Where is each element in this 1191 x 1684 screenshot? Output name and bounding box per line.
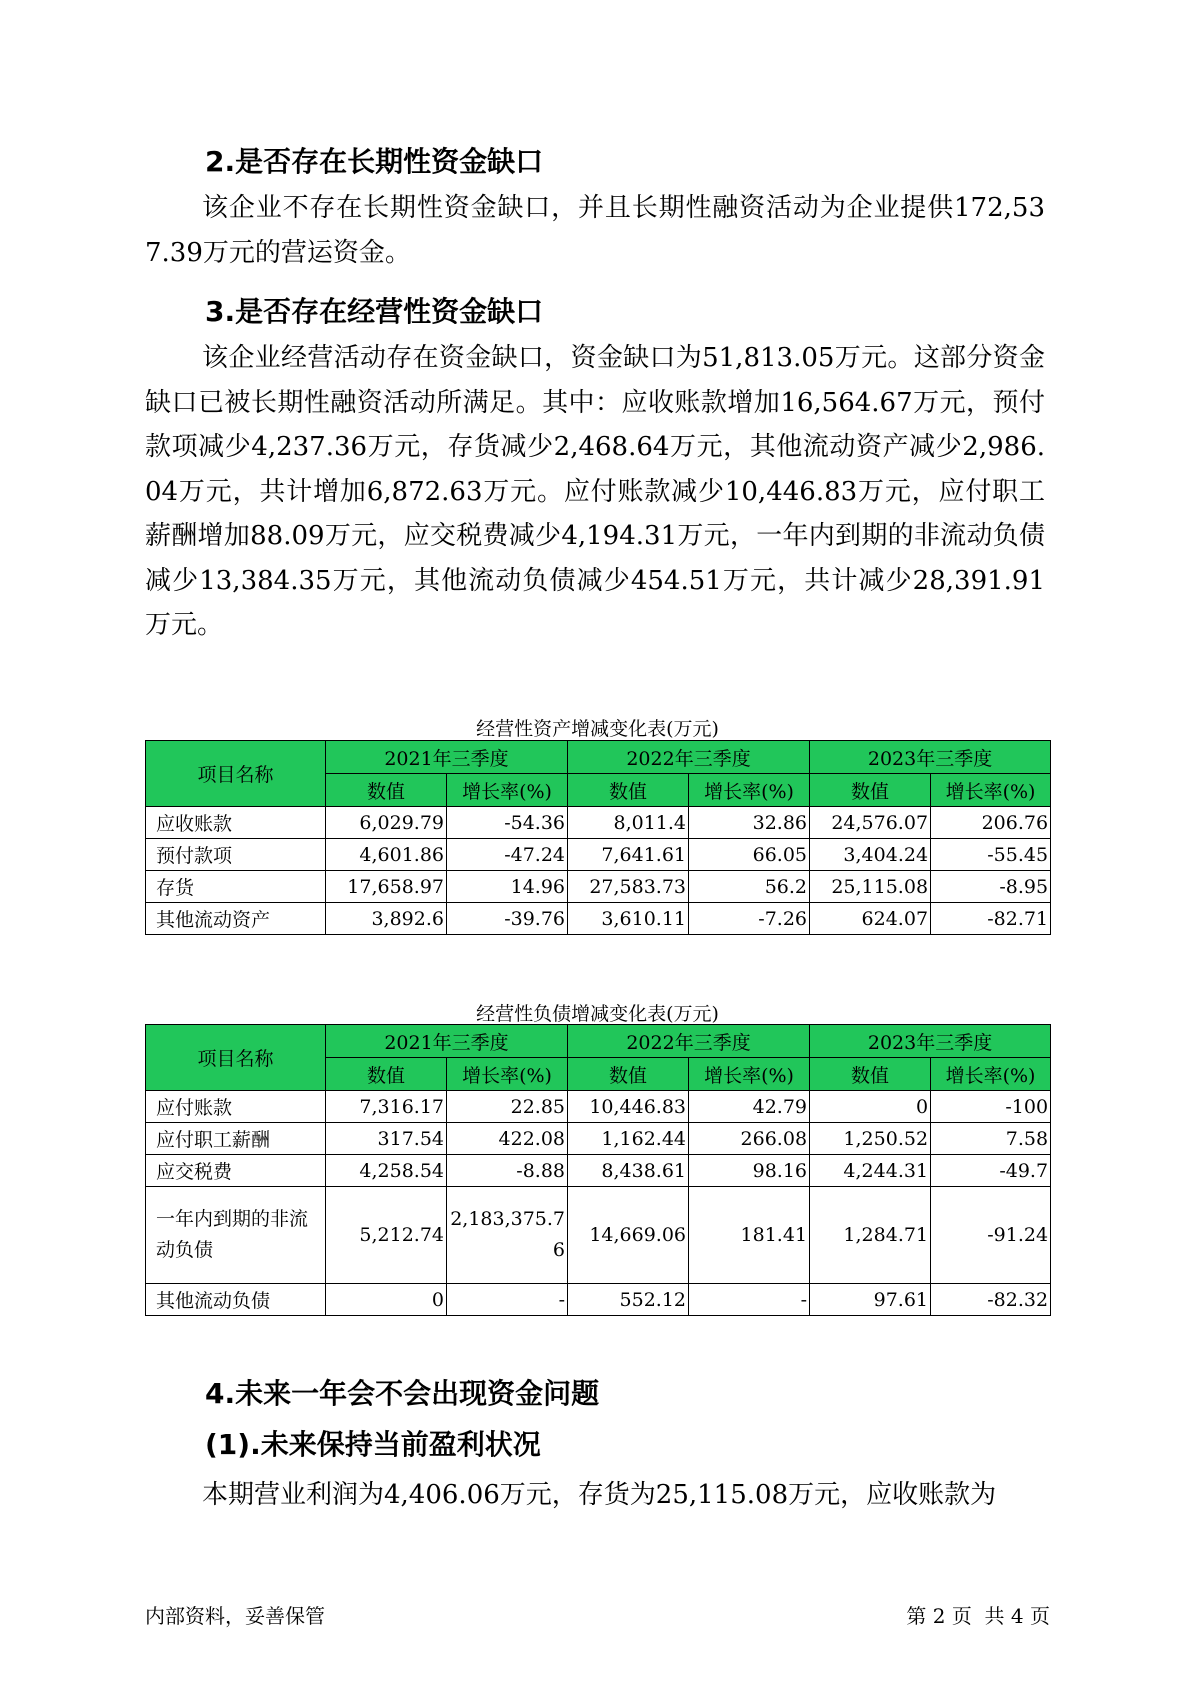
cell: 10,446.83: [568, 1091, 689, 1123]
header-value: 数值: [810, 1058, 931, 1091]
cell: 317.54: [326, 1123, 447, 1155]
cell: 27,583.73: [568, 871, 689, 903]
header-period-2022: 2022年三季度: [568, 741, 810, 774]
cell: 17,658.97: [326, 871, 447, 903]
cell: -55.45: [931, 839, 1051, 871]
section-4-paragraph: 本期营业利润为4,406.06万元，存货为25,115.08万元，应收账款为: [202, 1480, 997, 1510]
row-name: 其他流动资产: [146, 903, 326, 935]
cell: 3,610.11: [568, 903, 689, 935]
cell: 5,212.74: [326, 1187, 447, 1284]
cell: -47.24: [447, 839, 568, 871]
row-name: 应付账款: [146, 1091, 326, 1123]
cell: -: [447, 1284, 568, 1316]
header-period-2022: 2022年三季度: [568, 1025, 810, 1058]
cell: 0: [326, 1284, 447, 1316]
assets-table-caption: 经营性资产增减变化表(万元): [476, 718, 719, 740]
row-name: 应收账款: [146, 807, 326, 839]
section-3-paragraph: 该企业经营活动存在资金缺口，资金缺口为51,813.05万元。这部分资金缺口已被长期性融资活动所满足。其中：应收账款增加16,564.67万元，预付款项减少4,237.36万元，存货减少2,468.64万元，其他流动资产减少2,986.04万元，共计增加6,872.63万元。应付账款减少10,446.83万元，应付职工薪酬增加88.09万元，应交税费减少4,194.31万元，一年内到期的非流动负债减少13,384.35万元，其他流动负债减少454.51万元，共计减少28,391.91万元。: [145, 343, 1045, 640]
table-row: [146, 1155, 1051, 1187]
header-growth: 增长率(%): [689, 1058, 810, 1091]
section-3-title: 3.是否存在经营性资金缺口: [205, 295, 544, 328]
header-period-2023: 2023年三季度: [810, 741, 1051, 774]
cell: 24,576.07: [810, 807, 931, 839]
header-value: 数值: [568, 774, 689, 807]
header-value: 数值: [810, 774, 931, 807]
header-period-2023: 2023年三季度: [810, 1025, 1051, 1058]
header-growth: 增长率(%): [447, 774, 568, 807]
header-period-2021: 2021年三季度: [326, 1025, 568, 1058]
cell: 4,258.54: [326, 1155, 447, 1187]
header-value: 数值: [568, 1058, 689, 1091]
footer-left: 内部资料，妥善保管: [145, 1604, 325, 1628]
table-row: [146, 903, 1051, 935]
cell: 624.07: [810, 903, 931, 935]
cell: 8,011.4: [568, 807, 689, 839]
table-row: [146, 1123, 1051, 1155]
cell: -100: [931, 1091, 1051, 1123]
cell: -54.36: [447, 807, 568, 839]
header-growth: 增长率(%): [689, 774, 810, 807]
table-row: [146, 1091, 1051, 1123]
cell: 56.2: [689, 871, 810, 903]
header-value: 数值: [326, 1058, 447, 1091]
footer-page-number: 第 2 页 共 4 页: [906, 1604, 1050, 1628]
row-name: 应交税费: [146, 1155, 326, 1187]
liabilities-table: [145, 1024, 1051, 1316]
row-name: 预付款项: [146, 839, 326, 871]
table-row: [146, 807, 1051, 839]
row-name: 存货: [146, 871, 326, 903]
cell: 3,892.6: [326, 903, 447, 935]
cell: 8,438.61: [568, 1155, 689, 1187]
cell: -82.32: [931, 1284, 1051, 1316]
row-name: 应付职工薪酬: [146, 1123, 326, 1155]
header-growth: 增长率(%): [931, 1058, 1051, 1091]
cell: 98.16: [689, 1155, 810, 1187]
cell: 22.85: [447, 1091, 568, 1123]
header-item-name: 项目名称: [146, 741, 326, 807]
cell: 7,641.61: [568, 839, 689, 871]
cell: 3,404.24: [810, 839, 931, 871]
cell: 66.05: [689, 839, 810, 871]
cell: -91.24: [931, 1187, 1051, 1284]
cell: -8.88: [447, 1155, 568, 1187]
cell: 1,162.44: [568, 1123, 689, 1155]
cell: 422.08: [447, 1123, 568, 1155]
cell: 4,601.86: [326, 839, 447, 871]
cell: -: [689, 1284, 810, 1316]
header-growth: 增长率(%): [931, 774, 1051, 807]
cell: 7,316.17: [326, 1091, 447, 1123]
section-2-title: 2.是否存在长期性资金缺口: [205, 145, 544, 178]
header-growth: 增长率(%): [447, 1058, 568, 1091]
cell: 97.61: [810, 1284, 931, 1316]
header-value: 数值: [326, 774, 447, 807]
cell: 4,244.31: [810, 1155, 931, 1187]
cell: -49.7: [931, 1155, 1051, 1187]
cell: 206.76: [931, 807, 1051, 839]
table-row: [146, 839, 1051, 871]
cell: 25,115.08: [810, 871, 931, 903]
cell: 7.58: [931, 1123, 1051, 1155]
section-2-paragraph: 该企业不存在长期性资金缺口，并且长期性融资活动为企业提供172,537.39万元的营运资金。: [145, 193, 1045, 268]
table-row: [146, 1187, 1051, 1284]
assets-table: [145, 740, 1051, 935]
cell: -82.71: [931, 903, 1051, 935]
cell: 32.86: [689, 807, 810, 839]
cell: 42.79: [689, 1091, 810, 1123]
cell: -39.76: [447, 903, 568, 935]
cell: 1,250.52: [810, 1123, 931, 1155]
header-item-name: 项目名称: [146, 1025, 326, 1091]
cell: 552.12: [568, 1284, 689, 1316]
cell: 1,284.71: [810, 1187, 931, 1284]
cell: 14.96: [447, 871, 568, 903]
section-4-title: 4.未来一年会不会出现资金问题: [205, 1377, 600, 1410]
cell: 266.08: [689, 1123, 810, 1155]
cell: 6,029.79: [326, 807, 447, 839]
table-row: [146, 1284, 1051, 1316]
table-row: [146, 871, 1051, 903]
row-name: 其他流动负债: [146, 1284, 326, 1316]
cell: -8.95: [931, 871, 1051, 903]
cell: 2,183,375.76: [447, 1187, 568, 1284]
cell: 181.41: [689, 1187, 810, 1284]
liabilities-table-caption: 经营性负债增减变化表(万元): [476, 1003, 719, 1025]
cell: 14,669.06: [568, 1187, 689, 1284]
section-4-subtitle: (1).未来保持当前盈利状况: [205, 1428, 541, 1461]
cell: 0: [810, 1091, 931, 1123]
header-period-2021: 2021年三季度: [326, 741, 568, 774]
row-name: 一年内到期的非流动负债: [146, 1187, 326, 1284]
cell: -7.26: [689, 903, 810, 935]
